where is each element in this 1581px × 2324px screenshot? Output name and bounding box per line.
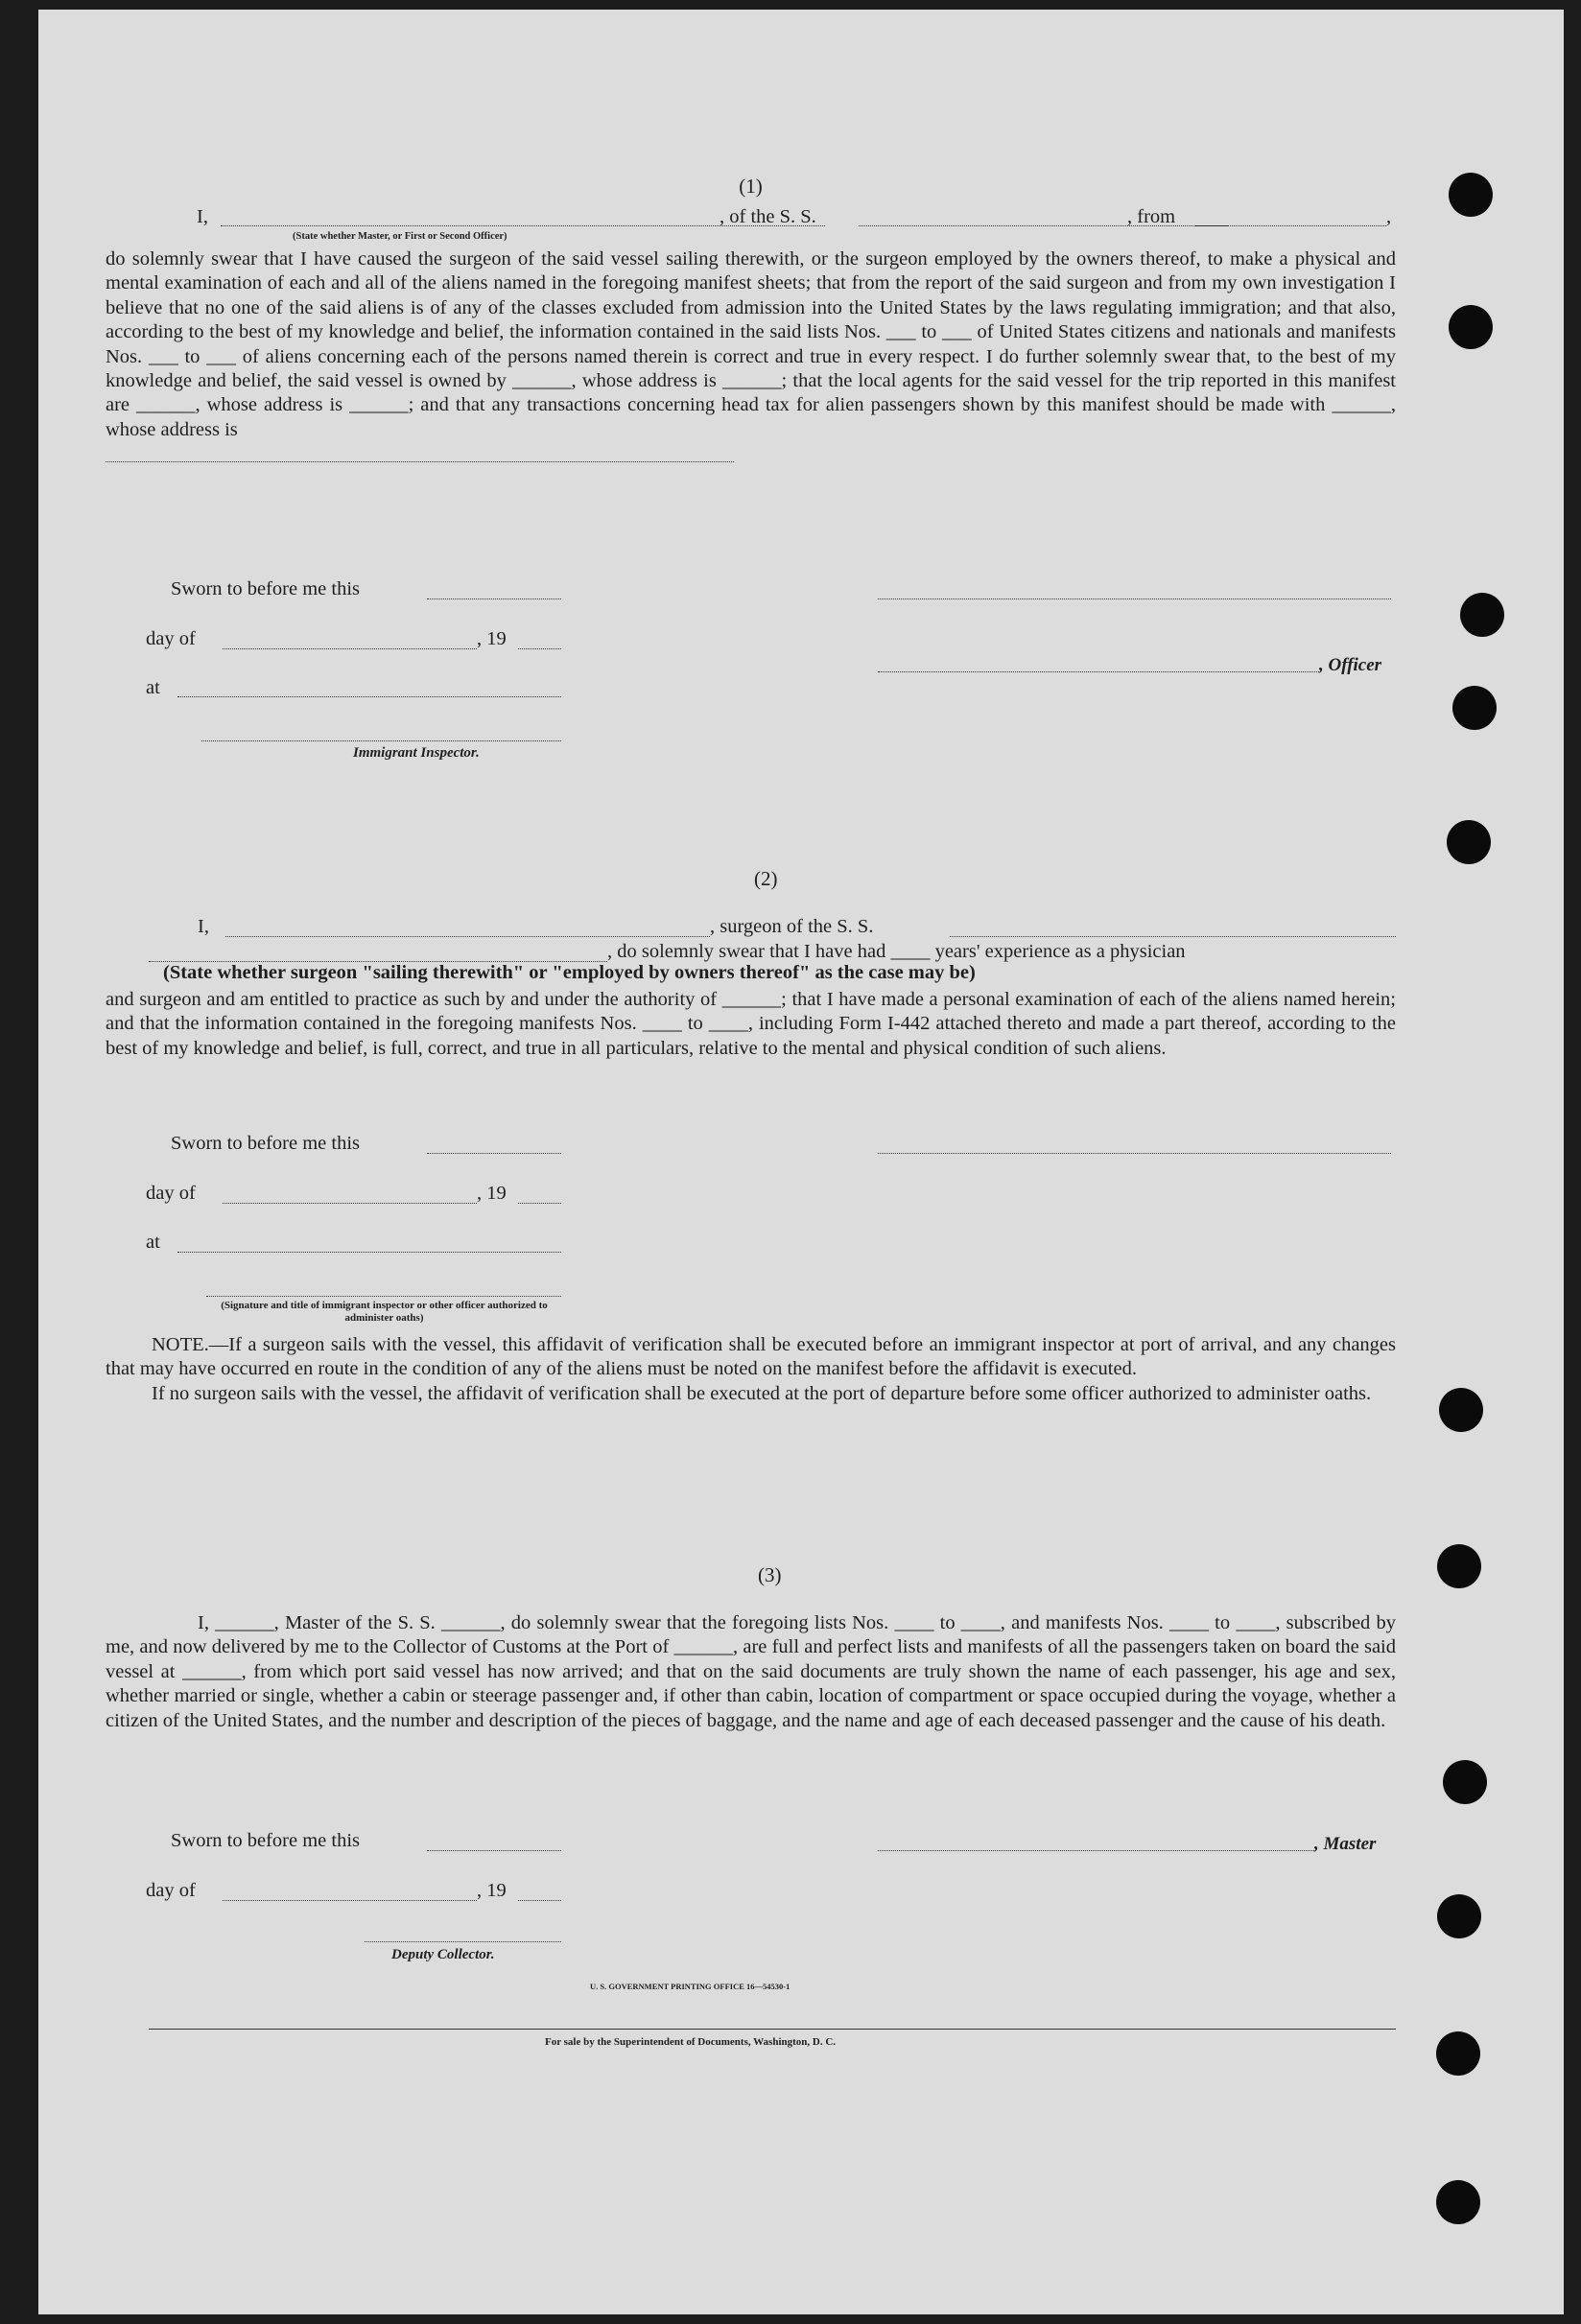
year-field[interactable] (518, 1883, 561, 1901)
section-number: (1) (739, 175, 763, 198)
label: I, (197, 206, 208, 227)
binder-hole (1452, 686, 1497, 730)
sworn-label: Sworn to before me this (171, 1133, 360, 1154)
signature-line[interactable] (878, 1136, 1391, 1154)
master-signature-line[interactable] (878, 1833, 1314, 1851)
at-label: at (146, 677, 160, 698)
sworn-label: Sworn to before me this (171, 578, 360, 599)
day-label: day of (146, 1183, 196, 1204)
affidavit-master (106, 175, 1396, 462)
label: , of the S. S. (720, 206, 816, 227)
binder-hole (1460, 593, 1504, 637)
officer-label: , Officer (1319, 655, 1382, 675)
year-field[interactable] (518, 631, 561, 649)
caption: (State whether Master, or First or Second Officer) (293, 231, 507, 242)
caption: (State whether surgeon "sailing therewith" or "employed by owners thereof" as the case may be) (163, 962, 976, 983)
day-field[interactable] (223, 1883, 477, 1901)
binder-hole (1449, 173, 1493, 217)
section-number: (3) (758, 1563, 782, 1586)
note-text: NOTE.—If a surgeon sails with the vessel, this affidavit of verification shall be executed before an immigrant inspector at port of arrival, and any changes that may have occurred en route in the condition of any of the aliens must be noted on the manifest before the affidavit is executed. (106, 1334, 1396, 1380)
oath-text: and surgeon and am entitled to practice as such by and under the authority of ______; that I have made a personal examination of each of the aliens named herein; and that the information contained in the foregoing manifests Nos. ____ to ____, including Form I-442 attached thereto and made a part thereof, according to the best of my knowledge and belief, is full, correct, and true in all particulars, relative to the mental and physical condition of such aliens. (106, 989, 1396, 1059)
sworn-field[interactable] (427, 581, 561, 599)
day-label: day of (146, 628, 196, 649)
signature-caption: (Signature and title of immigrant inspector or other officer authorized to administer oaths) (221, 1300, 548, 1324)
year-label: , 19 (477, 628, 507, 649)
year-field[interactable] (518, 1185, 561, 1204)
sworn-label: Sworn to before me this (171, 1830, 360, 1851)
at-field[interactable] (177, 679, 561, 697)
label: , from (1127, 206, 1176, 227)
officer-signature-line[interactable] (878, 654, 1319, 672)
binder-hole (1447, 820, 1491, 864)
sale-notice: For sale by the Superintendent of Documents, Washington, D. C. (545, 2036, 837, 2048)
year-label: , 19 (477, 1183, 507, 1204)
affidavit-surgeon (106, 988, 1396, 1061)
binder-hole (1436, 2031, 1480, 2076)
collector-signature-line[interactable] (365, 1924, 561, 1942)
binder-hole (1436, 2180, 1480, 2224)
binder-hole (1437, 1544, 1481, 1588)
sworn-field[interactable] (427, 1833, 561, 1851)
label: , surgeon of the S. S. (710, 916, 874, 937)
oath-text: I, ______, Master of the S. S. ______, do solemnly swear that the foregoing lists Nos. ____ to ____, and manifests Nos. ____ to ____, subscribed by me, and now delivered by me to the Collector of Customs at the Port of ______, are full and perfect lists and manifests of all the passengers taken on board the said vessel at ______, from which port said vessel has now arrived; and that on the said documents are truly shown the name of each passenger, his age and sex, whether married or single, whether a cabin or steerage passenger and, if other than cabin, location of compartment or space occupied during the voyage, whether a citizen of the United States, and the number and description of the pieces of baggage, and the name and age of each deceased passenger and the cause of his death. (106, 1612, 1396, 1731)
section-number: (2) (754, 867, 778, 890)
sworn-field[interactable] (427, 1136, 561, 1154)
address-field[interactable] (106, 444, 734, 462)
label: , (1386, 206, 1392, 227)
note (106, 1333, 1396, 1406)
label: I, (198, 916, 209, 937)
port-field[interactable] (1194, 208, 1386, 226)
inspector-signature-line[interactable] (201, 723, 561, 741)
printing-office: U. S. GOVERNMENT PRINTING OFFICE 16—54530-1 (590, 1982, 790, 1991)
divider (149, 2029, 1396, 2030)
inspector-signature-line[interactable] (206, 1279, 561, 1297)
day-field[interactable] (223, 1185, 477, 1204)
binder-hole (1449, 305, 1493, 349)
ship-name-field[interactable] (950, 919, 1396, 937)
at-field[interactable] (177, 1234, 561, 1253)
master-label: , Master (1314, 1834, 1377, 1854)
binder-hole (1437, 1894, 1481, 1938)
binder-hole (1443, 1760, 1487, 1804)
surgeon-capacity-field[interactable] (149, 944, 607, 962)
oath-text: do solemnly swear that I have caused the surgeon of the said vessel sailing therewith, or the surgeon employed by the owners thereof, to make a physical and mental examination of each and all of the aliens named in the foregoing manifest sheets; that from the report of the said surgeon and from my own investigation I believe that no one of the said aliens is of any of the classes excluded from admission into the United States by the laws regulating immigration; and that also, according to the best of my knowledge and belief, the information contained in the said lists Nos. ___ to ___ of United States citizens and nationals and manifests Nos. ___ to ___ of aliens concerning each of the persons named therein is correct and true in every respect. I do further solemnly swear that, to the best of my knowledge and belief, the said vessel is owned by ______, whose address is ______; that the local agents for the said vessel for the trip reported in this manifest are ______, whose address is ______; and that any transactions concerning head tax for alien passengers shown by this manifest should be made with ______, whose address is (106, 248, 1396, 440)
note-text: If no surgeon sails with the vessel, the affidavit of verification shall be executed at the port of departure before some officer authorized to administer oaths. (152, 1382, 1372, 1404)
year-label: , 19 (477, 1880, 507, 1901)
affidavit-master-arrival (106, 1611, 1396, 1733)
signature-line[interactable] (878, 581, 1391, 599)
binder-hole (1439, 1388, 1483, 1432)
surgeon-name-field[interactable] (225, 919, 710, 937)
inspector-label: Immigrant Inspector. (353, 745, 480, 761)
collector-label: Deputy Collector. (391, 1947, 495, 1962)
experience-text: , do solemnly swear that I have had ____ years' experience as a physician (607, 941, 1186, 962)
at-label: at (146, 1232, 160, 1253)
day-field[interactable] (223, 631, 477, 649)
day-label: day of (146, 1880, 196, 1901)
